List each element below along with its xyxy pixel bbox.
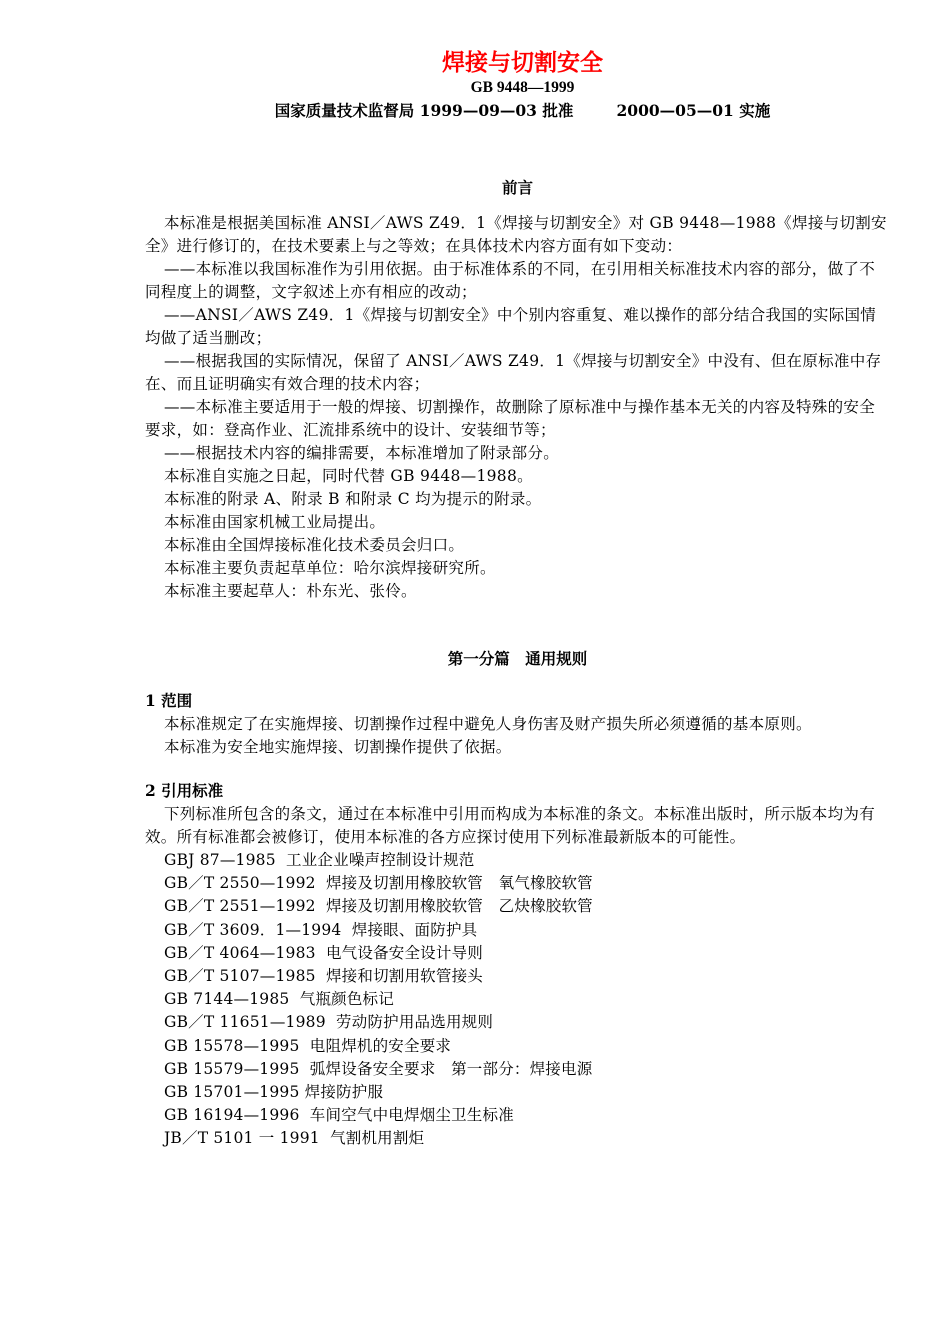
spacer [145,603,890,647]
reference-item: GB 15701—1995 焊接防护服 [164,1083,384,1102]
reference-item: GB／T 2551—1992 焊接及切割用橡胶软管 乙炔橡胶软管 [164,897,593,916]
spacer [145,671,890,689]
reference-item: GB／T 5107—1985 焊接和切割用软管接头 [164,967,483,986]
references-intro: 下列标准所包含的条文，通过在本标准中引用而构成为本标准的条文。本标准出版时，所示版本均为有效。所有标准都会被修订，使用本标准的各方应探讨使用下列标准最新版本的可能性。 [145,805,876,846]
foreword-paragraph: 本标准主要起草人：朴东光、张伶。 [164,582,417,600]
scope-paragraph: 本标准规定了在实施焊接、切割操作过程中避免人身伤害及财产损失所必须遵循的基本原则。 [164,715,812,733]
foreword-paragraph: ——根据我国的实际情况，保留了 ANSI／AWS Z49．1《焊接与切割安全》中没有、但在原标准中存在、而且证明确实有效合理的技术内容； [145,352,882,393]
references-heading: 2 引用标准 [145,781,224,800]
reference-item: GB／T 4064—1983 电气设备安全设计导则 [164,943,483,962]
reference-item: GB 15579—1995 弧焊设备安全要求 第一部分：焊接电源 [164,1059,593,1078]
scope-heading: 1 范围 [145,691,193,710]
document-title: 焊接与切割安全 [442,50,603,76]
foreword-paragraph: ——本标准主要适用于一般的焊接、切割操作，故删除了原标准中与操作基本无关的内容及特殊的安全要求，如：登高作业、汇流排系统中的设计、安装细节等； [145,398,876,439]
reference-item: GB／T 2550—1992 焊接及切割用橡胶软管 氧气橡胶软管 [164,874,593,893]
foreword-paragraph: ——根据技术内容的编排需要，本标准增加了附录部分。 [164,444,560,462]
foreword-heading: 前言 [501,178,533,197]
scope-paragraph: 本标准为安全地实施焊接、切割操作提供了依据。 [164,738,512,756]
document-page [145,48,890,1151]
spacer [145,759,890,779]
spacer [145,200,890,212]
foreword-paragraph: 本标准由全国焊接标准化技术委员会归口。 [164,536,465,554]
approval-line: 国家质量技术监督局 1999—09—03 批准 2000—05—01 实施 [274,101,771,120]
standard-number: GB 9448—1999 [470,79,575,96]
reference-item: GB 7144—1985 气瓶颜色标记 [164,990,394,1009]
foreword-paragraph: 本标准主要负责起草单位：哈尔滨焊接研究所。 [164,559,496,577]
reference-item: GBJ 87—1985 工业企业噪声控制设计规范 [164,851,475,869]
reference-item: JB／T 5101 一 1991 气割机用割炬 [164,1129,425,1148]
foreword-paragraph: 本标准的附录 A、附录 B 和附录 C 均为提示的附录。 [164,490,542,508]
foreword-paragraph: 本标准是根据美国标准 ANSI／AWS Z49．1《焊接与切割安全》对 GB 9448—1988《焊接与切割安全》进行修订的，在技术要素上与之等效；在具体技术内容方面有如下变动： [145,214,887,255]
foreword-paragraph: ——ANSI／AWS Z49．1《焊接与切割安全》中个别内容重复、难以操作的部分结合我国的实际国情均做了适当删改； [145,306,877,347]
reference-item: GB 16194—1996 车间空气中电焊烟尘卫生标准 [164,1106,514,1125]
foreword-paragraph: ——本标准以我国标准作为引用依据。由于标准体系的不同，在引用相关标准技术内容的部分，做了不同程度上的调整，文字叙述上亦有相应的改动； [145,260,876,301]
foreword-body [145,212,890,603]
reference-item: GB／T 11651—1989 劳动防护用品选用规则 [164,1013,494,1032]
reference-item: GB／T 3609．1—1994 焊接眼、面防护具 [164,920,478,939]
reference-list [145,849,890,1151]
spacer [145,124,890,176]
foreword-paragraph: 本标准由国家机械工业局提出。 [164,513,386,531]
foreword-paragraph: 本标准自实施之日起，同时代替 GB 9448—1988。 [164,467,533,485]
part-one-heading: 第一分篇 通用规则 [447,649,588,668]
reference-item: GB 15578—1995 电阻焊机的安全要求 [164,1036,452,1055]
